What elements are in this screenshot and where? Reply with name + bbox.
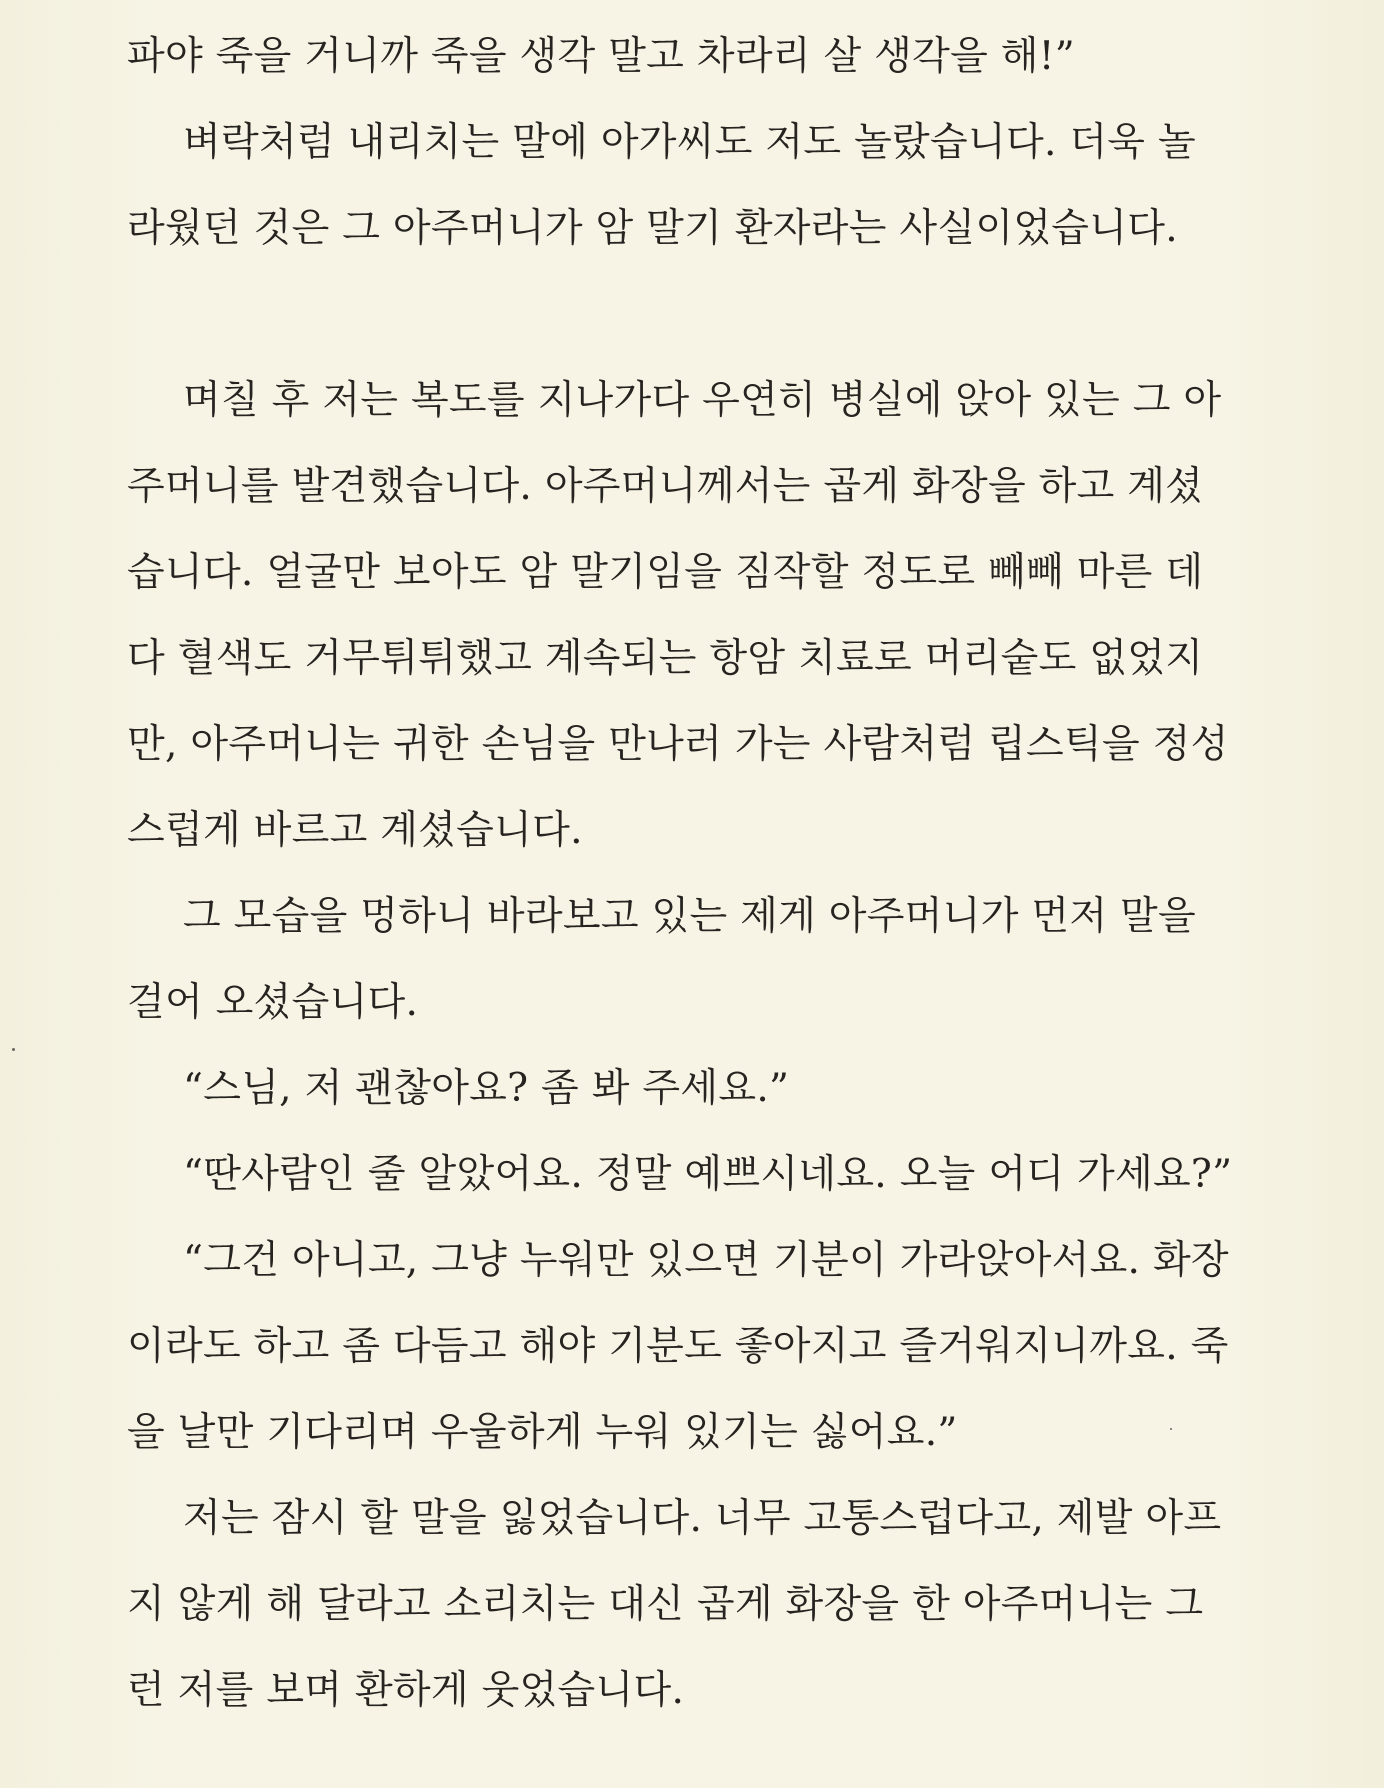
text-line: 주머니를 발견했습니다. 아주머니께서는 곱게 화장을 하고 계셨	[127, 464, 1204, 509]
text-line: 파야 죽을 거니까 죽을 생각 말고 차라리 살 생각을 해!”	[127, 34, 1075, 79]
text-line: 다 혈색도 거무튀튀했고 계속되는 항암 치료로 머리숱도 없었지	[127, 636, 1204, 681]
text-line: 런 저를 보며 환하게 웃었습니다.	[127, 1668, 685, 1713]
text-line: 만, 아주머니는 귀한 손님을 만나러 가는 사람처럼 립스틱을 정성	[127, 722, 1229, 767]
text-line: 며칠 후 저는 복도를 지나가다 우연히 병실에 앉아 있는 그 아	[183, 378, 1222, 423]
text-line: “스님, 저 괜찮아요? 좀 봐 주세요.”	[183, 1066, 790, 1111]
text-line: 걸어 오셨습니다.	[127, 980, 419, 1025]
text-line: 저는 잠시 할 말을 잃었습니다. 너무 고통스럽다고, 제발 아프	[183, 1496, 1222, 1541]
text-line: 벼락처럼 내리치는 말에 아가씨도 저도 놀랐습니다. 더욱 놀	[183, 120, 1196, 165]
paragraph-gap	[127, 272, 1277, 358]
scan-speck	[1170, 1428, 1172, 1430]
text-line: 습니다. 얼굴만 보아도 암 말기임을 짐작할 정도로 빼빼 마른 데	[127, 550, 1204, 595]
text-line: 스럽게 바르고 계셨습니다.	[127, 808, 583, 853]
text-line: 을 날만 기다리며 우울하게 누워 있기는 싫어요.”	[127, 1410, 958, 1455]
text-line: 그 모습을 멍하니 바라보고 있는 제게 아주머니가 먼저 말을	[183, 894, 1196, 939]
body-text	[127, 14, 1277, 1734]
text-line: 라웠던 것은 그 아주머니가 암 말기 환자라는 사실이었습니다.	[127, 206, 1178, 251]
text-line: “딴사람인 줄 알았어요. 정말 예쁘시네요. 오늘 어디 가세요?”	[183, 1152, 1233, 1197]
text-line: 이라도 하고 좀 다듬고 해야 기분도 좋아지고 즐거워지니까요. 죽	[127, 1324, 1229, 1369]
text-line: 지 않게 해 달라고 소리치는 대신 곱게 화장을 한 아주머니는 그	[127, 1582, 1204, 1627]
text-line: “그건 아니고, 그냥 누워만 있으면 기분이 가라앉아서요. 화장	[183, 1238, 1229, 1283]
scan-speck	[12, 1048, 15, 1051]
